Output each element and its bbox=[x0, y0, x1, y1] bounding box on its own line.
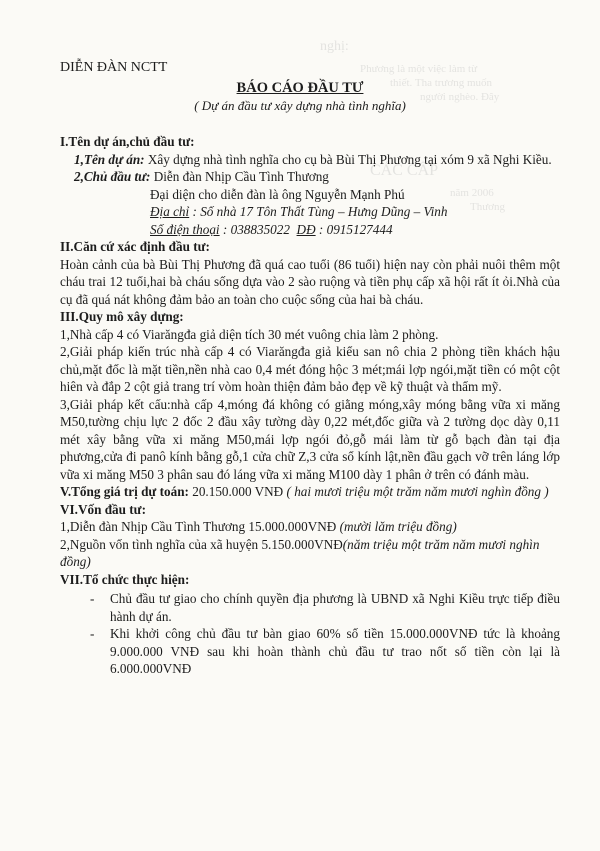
implementation-list bbox=[60, 590, 560, 678]
section-heading-3: III.Quy mô xây dựng: bbox=[60, 309, 184, 324]
project-name-label: 1,Tên dự án: bbox=[74, 151, 145, 167]
scale-paragraph-3: 3,Giải pháp kết cấu:nhà cấp 4,móng đá không có giằng móng,xây móng bằng vữa xi măng M50,tường chịu lực 2 đốc 2 đầu xây tường dày 0,22 mét,đốc giữa và 2 tường dọc dày 0,11 mét xây bằng vữa xi măng M50,mái lợp ngói đỏ,gỗ mái làm từ gỗ bạch đàn tại địa phương,cửa đi panô kính bằng gỗ,1 cửa chữ Z,3 cửa sổ kính lật,nền đầu gạch vỡ trên láng lớp vữa xi măng M50 3 phân sau đó láng vữa xi măng M100 dày 1 phân ở trên có đánh màu. bbox=[60, 396, 560, 482]
project-name-paragraph bbox=[60, 151, 560, 169]
rationale-paragraph: Hoàn cảnh của bà Bùi Thị Phương đã quá cao tuổi (86 tuổi) hiện nay còn phải nuôi thêm một cháu trai 12 tuổi,hai bà cháu sống dựa vào 2 sào ruộng và tiền phụ cấp xã hội rất ít ỏi.Nhà của cụ đã quá nát không đảm bảo an toàn cho cuộc sống của hai bà cháu. bbox=[60, 256, 560, 307]
mobile-text: : 0915127444 bbox=[315, 221, 393, 237]
bullet-dash: - bbox=[90, 626, 95, 641]
estimate-amount: 20.150.000 VNĐ bbox=[188, 484, 284, 499]
bleed-line: thiết. Tha trương muốn bbox=[390, 77, 493, 89]
list-item-text: Khi khởi công chủ đầu tư bàn giao 60% số tiền 15.000.000VNĐ tức là khoảng 9.000.000 VNĐ sau khi hoàn thành chủ đầu tư trao nốt số tiền còn lại là 6.000.000VNĐ bbox=[110, 626, 560, 676]
list-item-text: Chủ đầu tư giao cho chính quyền địa phương là UBND xã Nghi Kiều trực tiếp điều hành dự án. bbox=[110, 591, 560, 624]
estimate-words: ( hai mươi triệu một trăm năm mươi nghìn đồng ) bbox=[283, 484, 549, 499]
bleed-line: Phương là một việc làm từ bbox=[360, 63, 478, 75]
list-item bbox=[60, 590, 560, 625]
funding-source-2-words: (năm triệu một trăm năm mươi nghìn đồng) bbox=[60, 536, 540, 569]
address-text: : Số nhà 17 Tôn Thất Tùng – Hưng Dũng – Vinh bbox=[189, 204, 448, 219]
section-heading-2: II.Căn cứ xác định đầu tư: bbox=[60, 239, 210, 254]
bleed-line: người nghèo. Đây bbox=[420, 91, 500, 103]
mobile-label: DĐ bbox=[296, 221, 316, 237]
document-title-text: BÁO CÁO ĐẦU TƯ bbox=[236, 80, 364, 96]
phone-label: Số điện thoại bbox=[150, 221, 220, 237]
project-name-text: Xây dựng nhà tình nghĩa cho cụ bà Bùi Thị Phương tại xóm 9 xã Nghi Kiều. bbox=[144, 151, 552, 167]
investor-text: Diễn đàn Nhịp Cầu Tình Thương bbox=[150, 169, 329, 184]
representative-line: Đại diện cho diễn đàn là ông Nguyễn Mạnh Phú bbox=[150, 186, 405, 202]
document-subtitle: ( Dự án đầu tư xây dựng nhà tình nghĩa) bbox=[194, 98, 406, 113]
phone-line bbox=[60, 221, 560, 239]
section-heading-7: VII.Tổ chức thực hiện: bbox=[60, 571, 190, 587]
bullet-dash: - bbox=[90, 591, 95, 606]
estimate-paragraph bbox=[60, 483, 560, 501]
address-label: Địa chỉ bbox=[150, 204, 190, 219]
bleed-line: năm 2006 bbox=[450, 187, 494, 199]
document-title bbox=[0, 80, 600, 97]
scale-paragraph-1: 1,Nhà cấp 4 có Viarăngđa giả diện tích 30 mét vuông chia làm 2 phòng. bbox=[60, 326, 439, 342]
section-heading-6: VI.Vốn đầu tư: bbox=[60, 501, 146, 517]
document-body bbox=[60, 133, 560, 678]
funding-source-1-words: (mười lăm triệu đồng) bbox=[336, 519, 457, 534]
funding-source-2-text: 2,Nguồn vốn tình nghĩa của xã huyện 5.150.000VNĐ bbox=[60, 536, 343, 552]
investor-paragraph bbox=[60, 168, 560, 186]
investor-label: 2,Chủ đầu tư: bbox=[74, 169, 151, 184]
phone-text: : 038835022 bbox=[219, 221, 290, 237]
funding-source-1-text: 1,Diễn đàn Nhịp Cầu Tình Thương 15.000.000VNĐ bbox=[60, 519, 337, 534]
organization-name: DIỄN ĐÀN NCTT bbox=[60, 60, 168, 75]
address-line bbox=[60, 203, 560, 221]
bleed-line: CÁC CẤP bbox=[370, 162, 439, 179]
bleed-line: Thương bbox=[470, 201, 505, 213]
list-item bbox=[60, 625, 560, 678]
funding-source-1 bbox=[60, 518, 560, 536]
funding-source-2 bbox=[60, 536, 560, 571]
section-heading-5: V.Tổng giá trị dự toán: bbox=[60, 484, 189, 499]
scale-paragraph-2: 2,Giải pháp kiến trúc nhà cấp 4 có Viarăngđa giả kiểu san nô chia 2 phòng tiền khách hậu chủ,mặt đốc là mặt tiền,nền nhà cao 0,4 mét đóng hộc 3 mét;mái lợp ngói,mặt tiền có một cột hiên và đắp 2 cột giả trang trí vòm hoàn thiện đảm bảo đẹp về kỹ thuật và thẩm mỹ. bbox=[60, 344, 560, 394]
section-heading-1: I.Tên dự án,chủ đầu tư: bbox=[60, 134, 195, 149]
bleed-line: nghị: bbox=[320, 39, 349, 54]
